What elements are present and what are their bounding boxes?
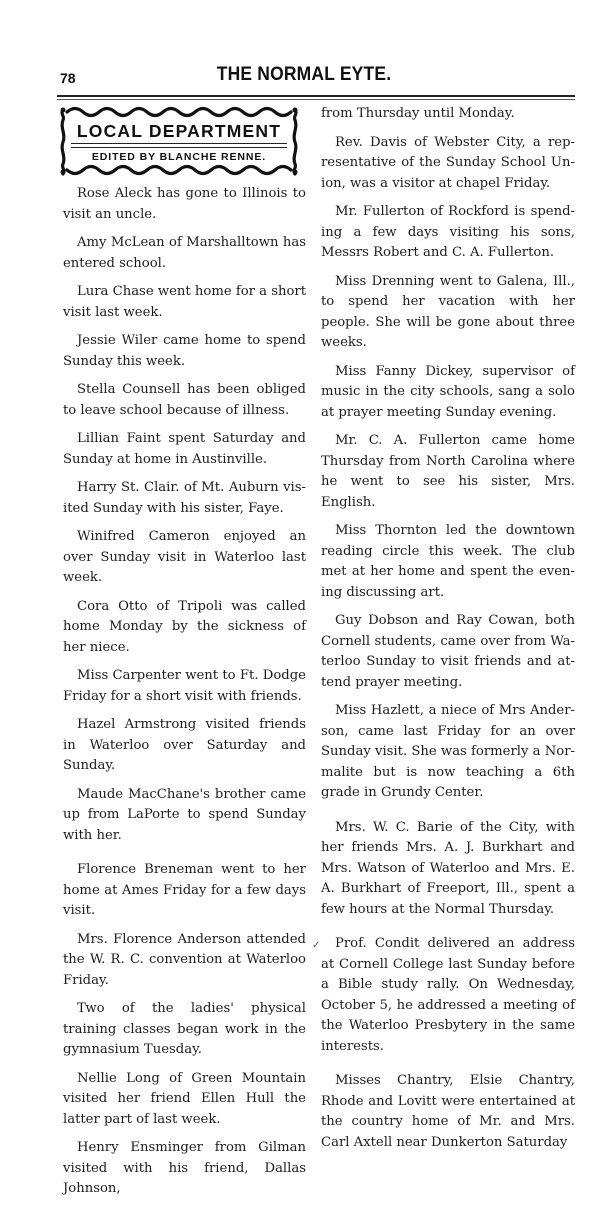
news-item: Jessie Wiler came home to spend Sunday this week.: [63, 333, 306, 369]
header-divider-rule: [57, 95, 575, 100]
news-item: Amy McLean of Marshalltown has entered school.: [63, 235, 306, 271]
continued-text: from Thursday until Monday.: [321, 106, 515, 121]
news-item: Mrs. W. C. Barie of the City, with her friends Mrs. A. J. Burkhart and Mrs. Watson of Waterloo and Mrs. E. A. Burkhart of Freeport, Ill., spent a few hours at the Normal Thursday.: [321, 819, 575, 917]
news-item: Maude MacChane's brother came up from LaPorte to spend Sunday with her.: [63, 786, 306, 843]
publication-title: THE NORMAL EYTE.: [216, 64, 392, 85]
news-item: Mr. Fullerton of Rockford is spending a few days visiting his sons, Messrs Robert and C. A. Fullerton.: [321, 204, 575, 260]
news-item: Rev. Davis of Webster City, a representative of the Sunday School Union, was a visitor at chapel Friday.: [321, 134, 575, 191]
news-item: Harry St. Clair. of Mt. Auburn visited Sunday with his sister, Faye.: [63, 480, 306, 516]
right-column: [312, 104, 575, 1161]
news-item: Lillian Faint spent Saturday and Sunday at home in Austinville.: [63, 431, 306, 467]
news-item: Winifred Cameron enjoyed an over Sunday visit in Waterloo last week.: [63, 529, 306, 585]
page-number: 78: [60, 70, 76, 86]
news-item: Nellie Long of Green Mountain visited her friend Ellen Hull the latter part of last week.: [63, 1070, 306, 1127]
news-item: Guy Dobson and Ray Cowan, both Cornell students, came over from Waterloo Sunday to visit friends and attend prayer meeting.: [321, 613, 575, 690]
news-item: Cora Otto of Tripoli was called home Monday by the sickness of her niece.: [63, 598, 306, 655]
left-column: [63, 104, 306, 1208]
news-item: Miss Drenning went to Galena, Ill., to spend her vacation with her people. She will be gone about three weeks.: [321, 273, 575, 350]
check-mark-icon: ✓: [312, 940, 321, 951]
news-item: Florence Breneman went to her home at Ames Friday for a few days visit.: [63, 862, 306, 918]
news-item: Lura Chase went home for a short visit last week.: [63, 284, 307, 320]
news-item: Miss Fanny Dickey, supervisor of music in the city schools, sang a solo at prayer meeting Sunday evening.: [321, 363, 575, 420]
news-item: Stella Counsell has been obliged to leave school because of illness.: [63, 382, 306, 418]
news-item: Miss Carpenter went to Ft. Dodge Friday for a short visit with friends.: [63, 668, 306, 704]
news-item: Miss Thornton led the downtown reading circle this week. The club met at her home and spent the evening discussing art.: [321, 523, 575, 600]
department-title: LOCAL DEPARTMENT: [76, 121, 282, 141]
news-item: Miss Hazlett, a niece of Mrs Anderson, came last Friday for an over Sunday visit. She was formerly a Normalite but is now teaching a 6th grade in Grundy Center.: [321, 703, 575, 800]
news-item: Hazel Armstrong visited friends in Waterloo over Saturday and Sunday.: [63, 717, 306, 773]
news-item-marked: [312, 934, 575, 1057]
news-item: Two of the ladies' physical training classes began work in the gymnasium Tuesday.: [63, 1001, 306, 1057]
news-item: Mr. C. A. Fullerton came home Thursday from North Carolina where he went to see his sister, Mrs. English.: [321, 433, 575, 510]
department-header-box: [57, 104, 301, 178]
news-item: Misses Chantry, Elsie Chantry, Rhode and Lovitt were entertained at the country home of Mr. and Mrs. Carl Axtell near Dunkerton Saturday: [321, 1073, 575, 1150]
news-item: Prof. Condit delivered an address at Cornell College last Sunday before a Bible study rally. On Wednesday, October 5, he addressed a meeting of the Waterloo Presbytery in the same interests.: [321, 936, 575, 1054]
department-editor-line: EDITED BY BLANCHE RENNE.: [91, 151, 267, 163]
news-item: Mrs. Florence Anderson attended the W. R. C. convention at Waterloo Friday.: [63, 931, 306, 988]
news-item: Henry Ensminger from Gilman visited with his friend, Dallas Johnson,: [63, 1140, 306, 1196]
news-item: Rose Aleck has gone to Illinois to visit an uncle.: [63, 186, 306, 222]
